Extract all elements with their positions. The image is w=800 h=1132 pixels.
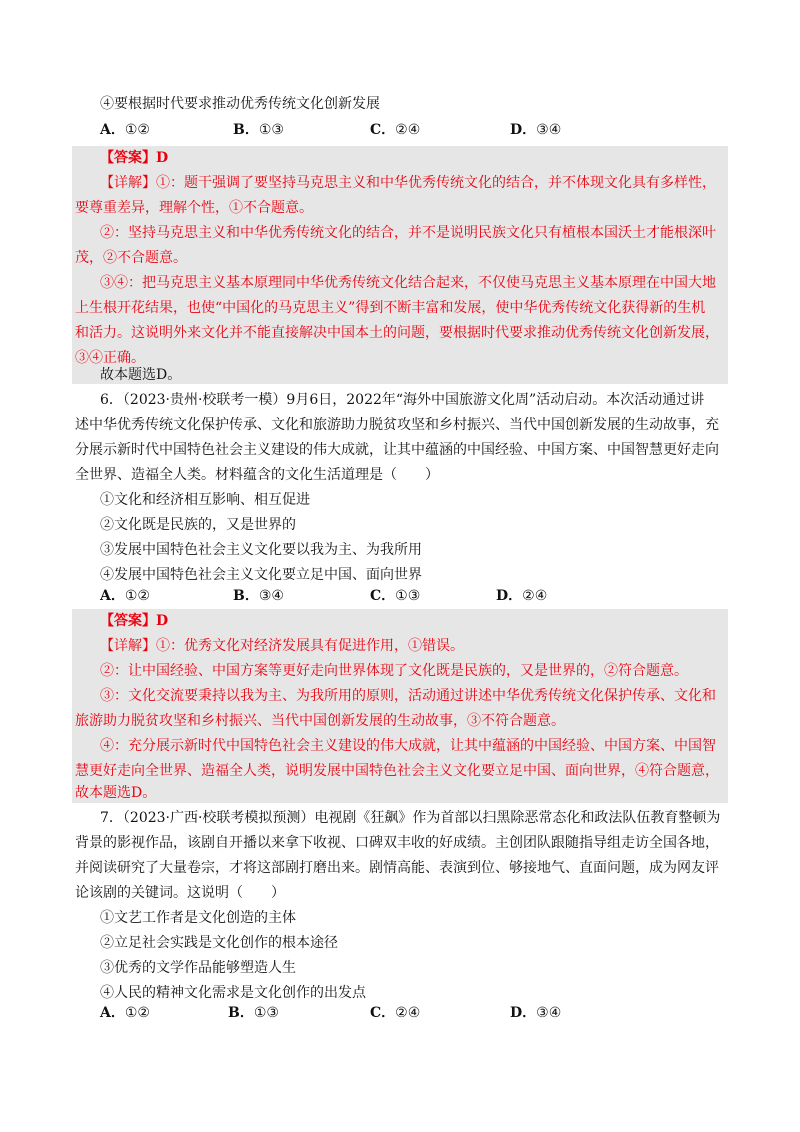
q5-detail-line: 茂，②不合题意。	[75, 250, 187, 266]
q7-statement-4: ④人民的精神文化需求是文化创作的出发点	[100, 985, 366, 1001]
q5-conclusion: 故本题选D。	[100, 367, 182, 383]
q7-statement-1: ①文艺工作者是文化创造的主体	[100, 910, 296, 926]
q6-stem-line: 全世界、造福全人类。材料蕴含的文化生活道理是（ ）	[75, 467, 439, 483]
q5-detail-line: ③④：把马克思主义基本原理同中华优秀传统文化结合起来，不仅使马克思主义基本原理在中国大地	[100, 275, 716, 291]
q7-option-a: A．①②	[100, 1005, 150, 1021]
q7-option-b: B．①③	[228, 1005, 279, 1021]
q7-option-c: C．②④	[370, 1005, 421, 1021]
q7-stem-line: 论该剧的关键词。这说明（ ）	[75, 885, 285, 901]
q5-detail-line: 【详解】①：题干强调了要坚持马克思主义和中华优秀传统文化的结合，并不体现文化具有多样性，	[100, 175, 716, 191]
q6-stem-line: 述中华优秀传统文化保护传承、文化和旅游助力脱贫攻坚和乡村振兴、当代中国创新发展的生动故事，充	[75, 417, 719, 433]
q6-detail-line: ②：让中国经验、中国方案等更好走向世界体现了文化既是民族的，又是世界的，②符合题意。	[100, 663, 688, 679]
q5-option-b: B．①③	[233, 122, 284, 138]
q6-detail-line: ③：文化交流要秉持以我为主、为我所用的原则，活动通过讲述中华优秀传统文化保护传承、文化和	[100, 688, 716, 704]
q6-detail-line: 慧更好走向全世界、造福全人类，说明发展中国特色社会主义文化要立足中国、面向世界，④符合题意，	[75, 763, 719, 779]
q6-detail-line: 故本题选D。	[75, 785, 157, 801]
q5-option-a: A．①②	[100, 122, 150, 138]
q5-option-c: C．②④	[370, 122, 421, 138]
q7-statement-2: ②立足社会实践是文化创作的根本途径	[100, 935, 338, 951]
q6-option-c: C．①③	[370, 588, 421, 604]
q6-detail-line: ④：充分展示新时代中国特色社会主义建设的伟大成就，让其中蕴涵的中国经验、中国方案、中国智	[100, 738, 716, 754]
q7-stem-line: 7．（2023·广西·校联考模拟预测）电视剧《狂飙》作为首部以扫黑除恶常态化和政法队伍教育整顿为	[100, 810, 721, 826]
q6-option-d: D．②④	[496, 588, 548, 604]
q6-option-a: A．①②	[100, 588, 150, 604]
q6-stem-line: 6．（2023·贵州·校联考一模）9月6日，2022年“海外中国旅游文化周”活动启动。本次活动通过讲	[100, 392, 705, 408]
q7-options	[100, 1001, 700, 1026]
q5-detail-line: 和活力。这说明外来文化并不能直接解决中国本土的问题，要根据时代要求推动优秀传统文化创新发展，	[75, 325, 719, 341]
q6-statement-1: ①文化和经济相互影响、相互促进	[100, 492, 310, 508]
q6-answer: 【答案】D	[100, 613, 169, 629]
q5-detail-line: ③④正确。	[75, 350, 145, 366]
q6-option-b: B．③④	[233, 588, 284, 604]
q6-detail-line: 【详解】①：优秀文化对经济发展具有促进作用，①错误。	[100, 638, 464, 654]
q6-stem-line: 分展示新时代中国特色社会主义建设的伟大成就，让其中蕴涵的中国经验、中国方案、中国智慧更好走向	[75, 442, 719, 458]
q5-statement-4: ④要根据时代要求推动优秀传统文化创新发展	[100, 96, 380, 112]
q6-statement-2: ②文化既是民族的，又是世界的	[100, 517, 296, 533]
q7-statement-3: ③优秀的文学作品能够塑造人生	[100, 960, 296, 976]
q7-stem-line: 并阅读研究了大量卷宗，才将这部剧打磨出来。剧情高能、表演到位、够接地气、直面问题，成为网友评	[75, 860, 719, 876]
q7-option-d: D．③④	[510, 1005, 562, 1021]
q5-option-d: D．③④	[510, 122, 562, 138]
q6-options	[100, 584, 700, 609]
q6-statement-4: ④发展中国特色社会主义文化要立足中国、面向世界	[100, 567, 422, 583]
q6-statement-3: ③发展中国特色社会主义文化要以我为主、为我所用	[100, 542, 422, 558]
q6-detail-line: 旅游助力脱贫攻坚和乡村振兴、当代中国创新发展的生动故事，③不符合题意。	[75, 713, 565, 729]
q5-answer: 【答案】D	[100, 150, 169, 166]
q5-options	[100, 118, 700, 143]
q5-detail-line: 要尊重差异，理解个性，①不合题意。	[75, 200, 313, 216]
q5-detail-line: ②：坚持马克思主义和中华优秀传统文化的结合，并不是说明民族文化只有植根本国沃土才能根深叶	[100, 225, 716, 241]
q5-detail-line: 上生根开花结果，也使“中国化的马克思主义”得到不断丰富和发展，使中华优秀传统文化获得新的生机	[75, 300, 706, 316]
q7-stem-line: 背景的影视作品，该剧自开播以来拿下收视、口碑双丰收的好成绩。主创团队跟随指导组走访全国各地，	[75, 835, 719, 851]
